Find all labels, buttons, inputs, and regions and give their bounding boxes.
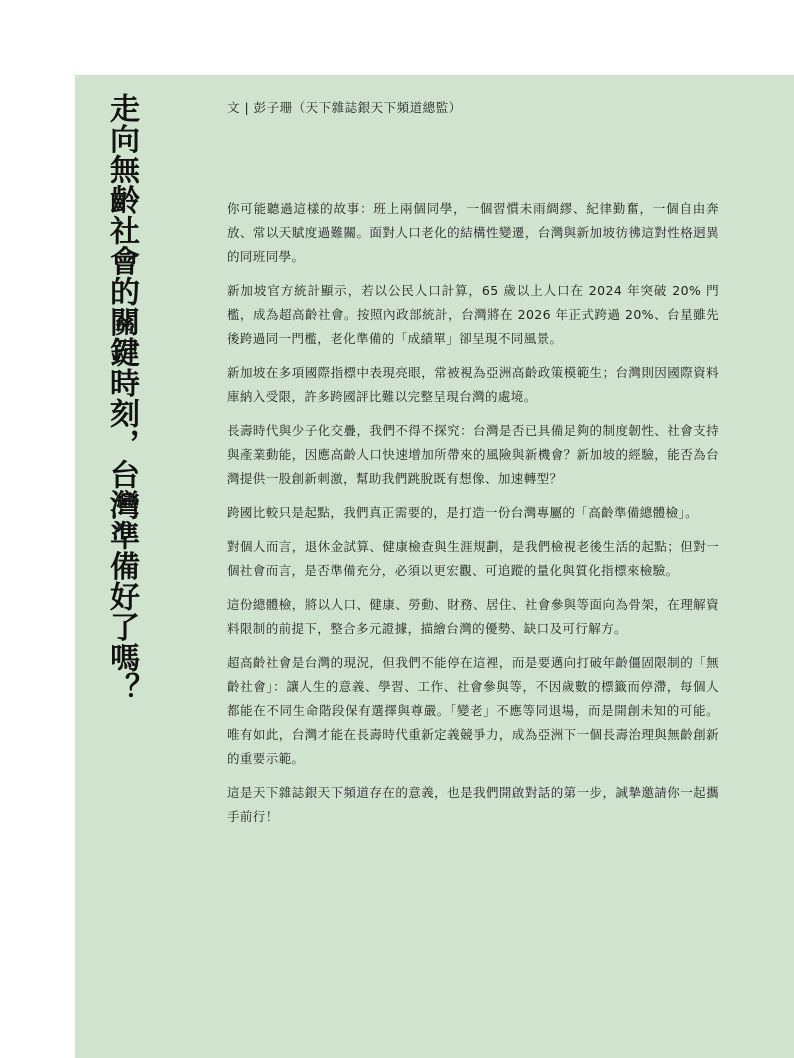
article-title: 走向無齡社會的關鍵時刻，台灣準備好了嗎？ — [104, 93, 139, 703]
paragraph: 你可能聽過這樣的故事：班上兩個同學，一個習慣未雨綢繆、紀律勤奮，一個自由奔放、常以天賦度過難關。面對人口老化的結構性變遷，台灣與新加坡彷彿這對性格迥異的同班同學。 — [227, 201, 719, 264]
paragraph: 長壽時代與少子化交疊，我們不得不探究：台灣是否已具備足夠的制度韌性、社會支持與產業動能，因應高齡人口快速增加所帶來的風險與新機會？新加坡的經驗，能否為台灣提供一股創新刺激，幫助我們跳脫既有想像、加速轉型？ — [227, 423, 719, 486]
paragraph: 這份總體檢，將以人口、健康、勞動、財務、居住、社會參與等面向為骨架，在理解資料限制的前提下，整合多元證據，描繪台灣的優勢、缺口及可行解方。 — [227, 597, 719, 636]
paragraph: 新加坡在多項國際指標中表現亮眼，常被視為亞洲高齡政策模範生；台灣則因國際資料庫納入受限，許多跨國評比難以完整呈現台灣的處境。 — [227, 365, 719, 404]
paragraph: 超高齡社會是台灣的現況，但我們不能停在這裡，而是要邁向打破年齡僵固限制的「無齡社會」：讓人生的意義、學習、工作、社會參與等，不因歲數的標籤而停滯，每個人都能在不同生命階段保有選擇與尊嚴。「變老」不應等同退場，而是開創未知的可能。唯有如此，台灣才能在長壽時代重新定義競爭力，成為亞洲下一個長壽治理與無齡創新的重要示範。 — [227, 655, 719, 766]
paragraph: 這是天下雜誌銀天下頻道存在的意義，也是我們開啟對話的第一步，誠摯邀請你一起攜手前行！ — [227, 785, 719, 824]
paragraph: 跨國比較只是起點，我們真正需要的，是打造一份台灣專屬的「高齡準備總體檢」。 — [227, 505, 699, 520]
paragraph: 新加坡官方統計顯示，若以公民人口計算，65 歲以上人口在 2024 年突破 20% 門檻，成為超高齡社會。按照內政部統計，台灣將在 2026 年正式跨過 20%、台星雖先後跨過同一門檻，老化準備的「成績單」卻呈現不同風景。 — [227, 283, 719, 346]
byline: 文 | 彭子珊（天下雜誌銀天下頻道總監） — [227, 100, 462, 115]
article-body — [227, 197, 719, 839]
paragraph: 對個人而言，退休金試算、健康檢查與生涯規劃，是我們檢視老後生活的起點；但對一個社會而言，是否準備充分，必須以更宏觀、可追蹤的量化與質化指標來檢驗。 — [227, 539, 719, 578]
